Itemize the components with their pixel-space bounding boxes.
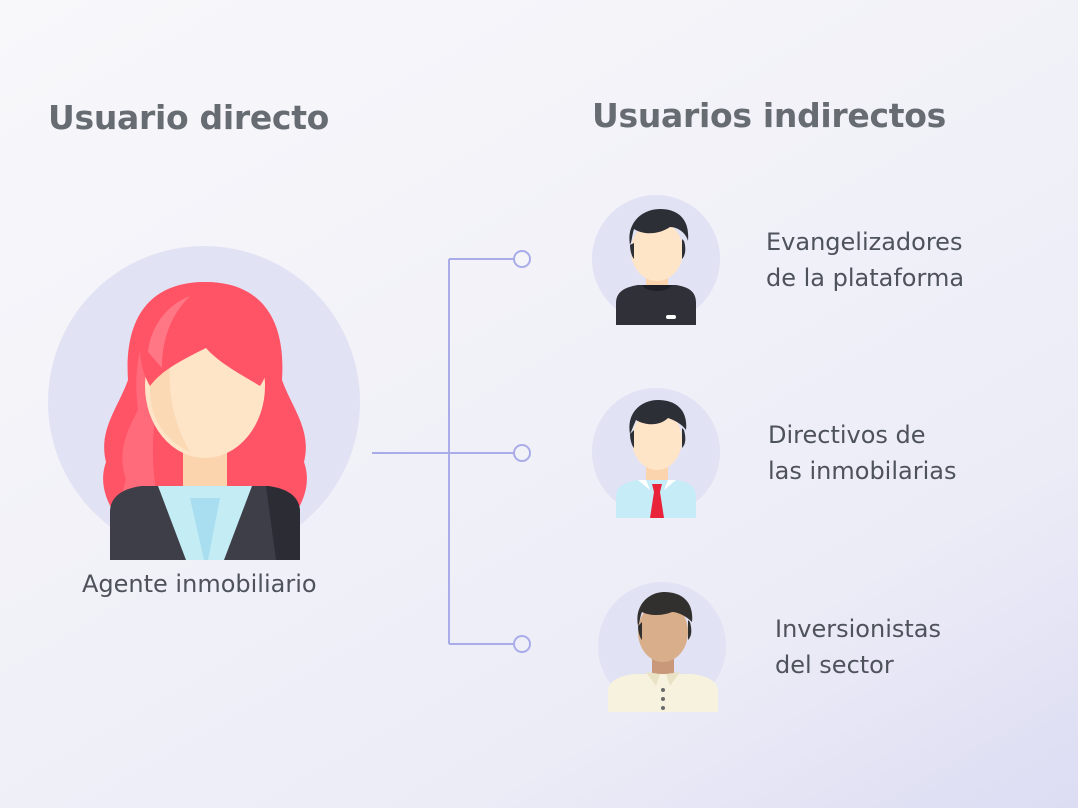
investor-label-line-2: del sector (775, 651, 894, 679)
director-label (768, 417, 956, 489)
agent-label: Agente inmobiliario (82, 570, 317, 598)
director-label-line-2: las inmobilarias (768, 457, 957, 485)
woman-red-hair-avatar-icon (40, 240, 370, 570)
indirect-users-heading: Usuarios indirectos (592, 96, 946, 135)
evangelist-label-line-2: de la plataforma (766, 264, 965, 292)
investor-label (775, 611, 941, 683)
direct-user-heading: Usuario directo (48, 98, 330, 137)
connector-node-3 (514, 636, 530, 652)
connector-node-2 (514, 445, 530, 461)
director-label-line-1: Directivos de (768, 421, 926, 449)
investor-label-line-1: Inversionistas (775, 615, 941, 643)
evangelist-label (766, 224, 964, 296)
connector-node-1 (514, 251, 530, 267)
man-black-shirt-avatar-icon (590, 195, 724, 329)
man-casual-shirt-avatar-icon (598, 582, 732, 716)
evangelist-label-line-1: Evangelizadores (766, 228, 963, 256)
man-tie-avatar-icon (590, 388, 724, 522)
